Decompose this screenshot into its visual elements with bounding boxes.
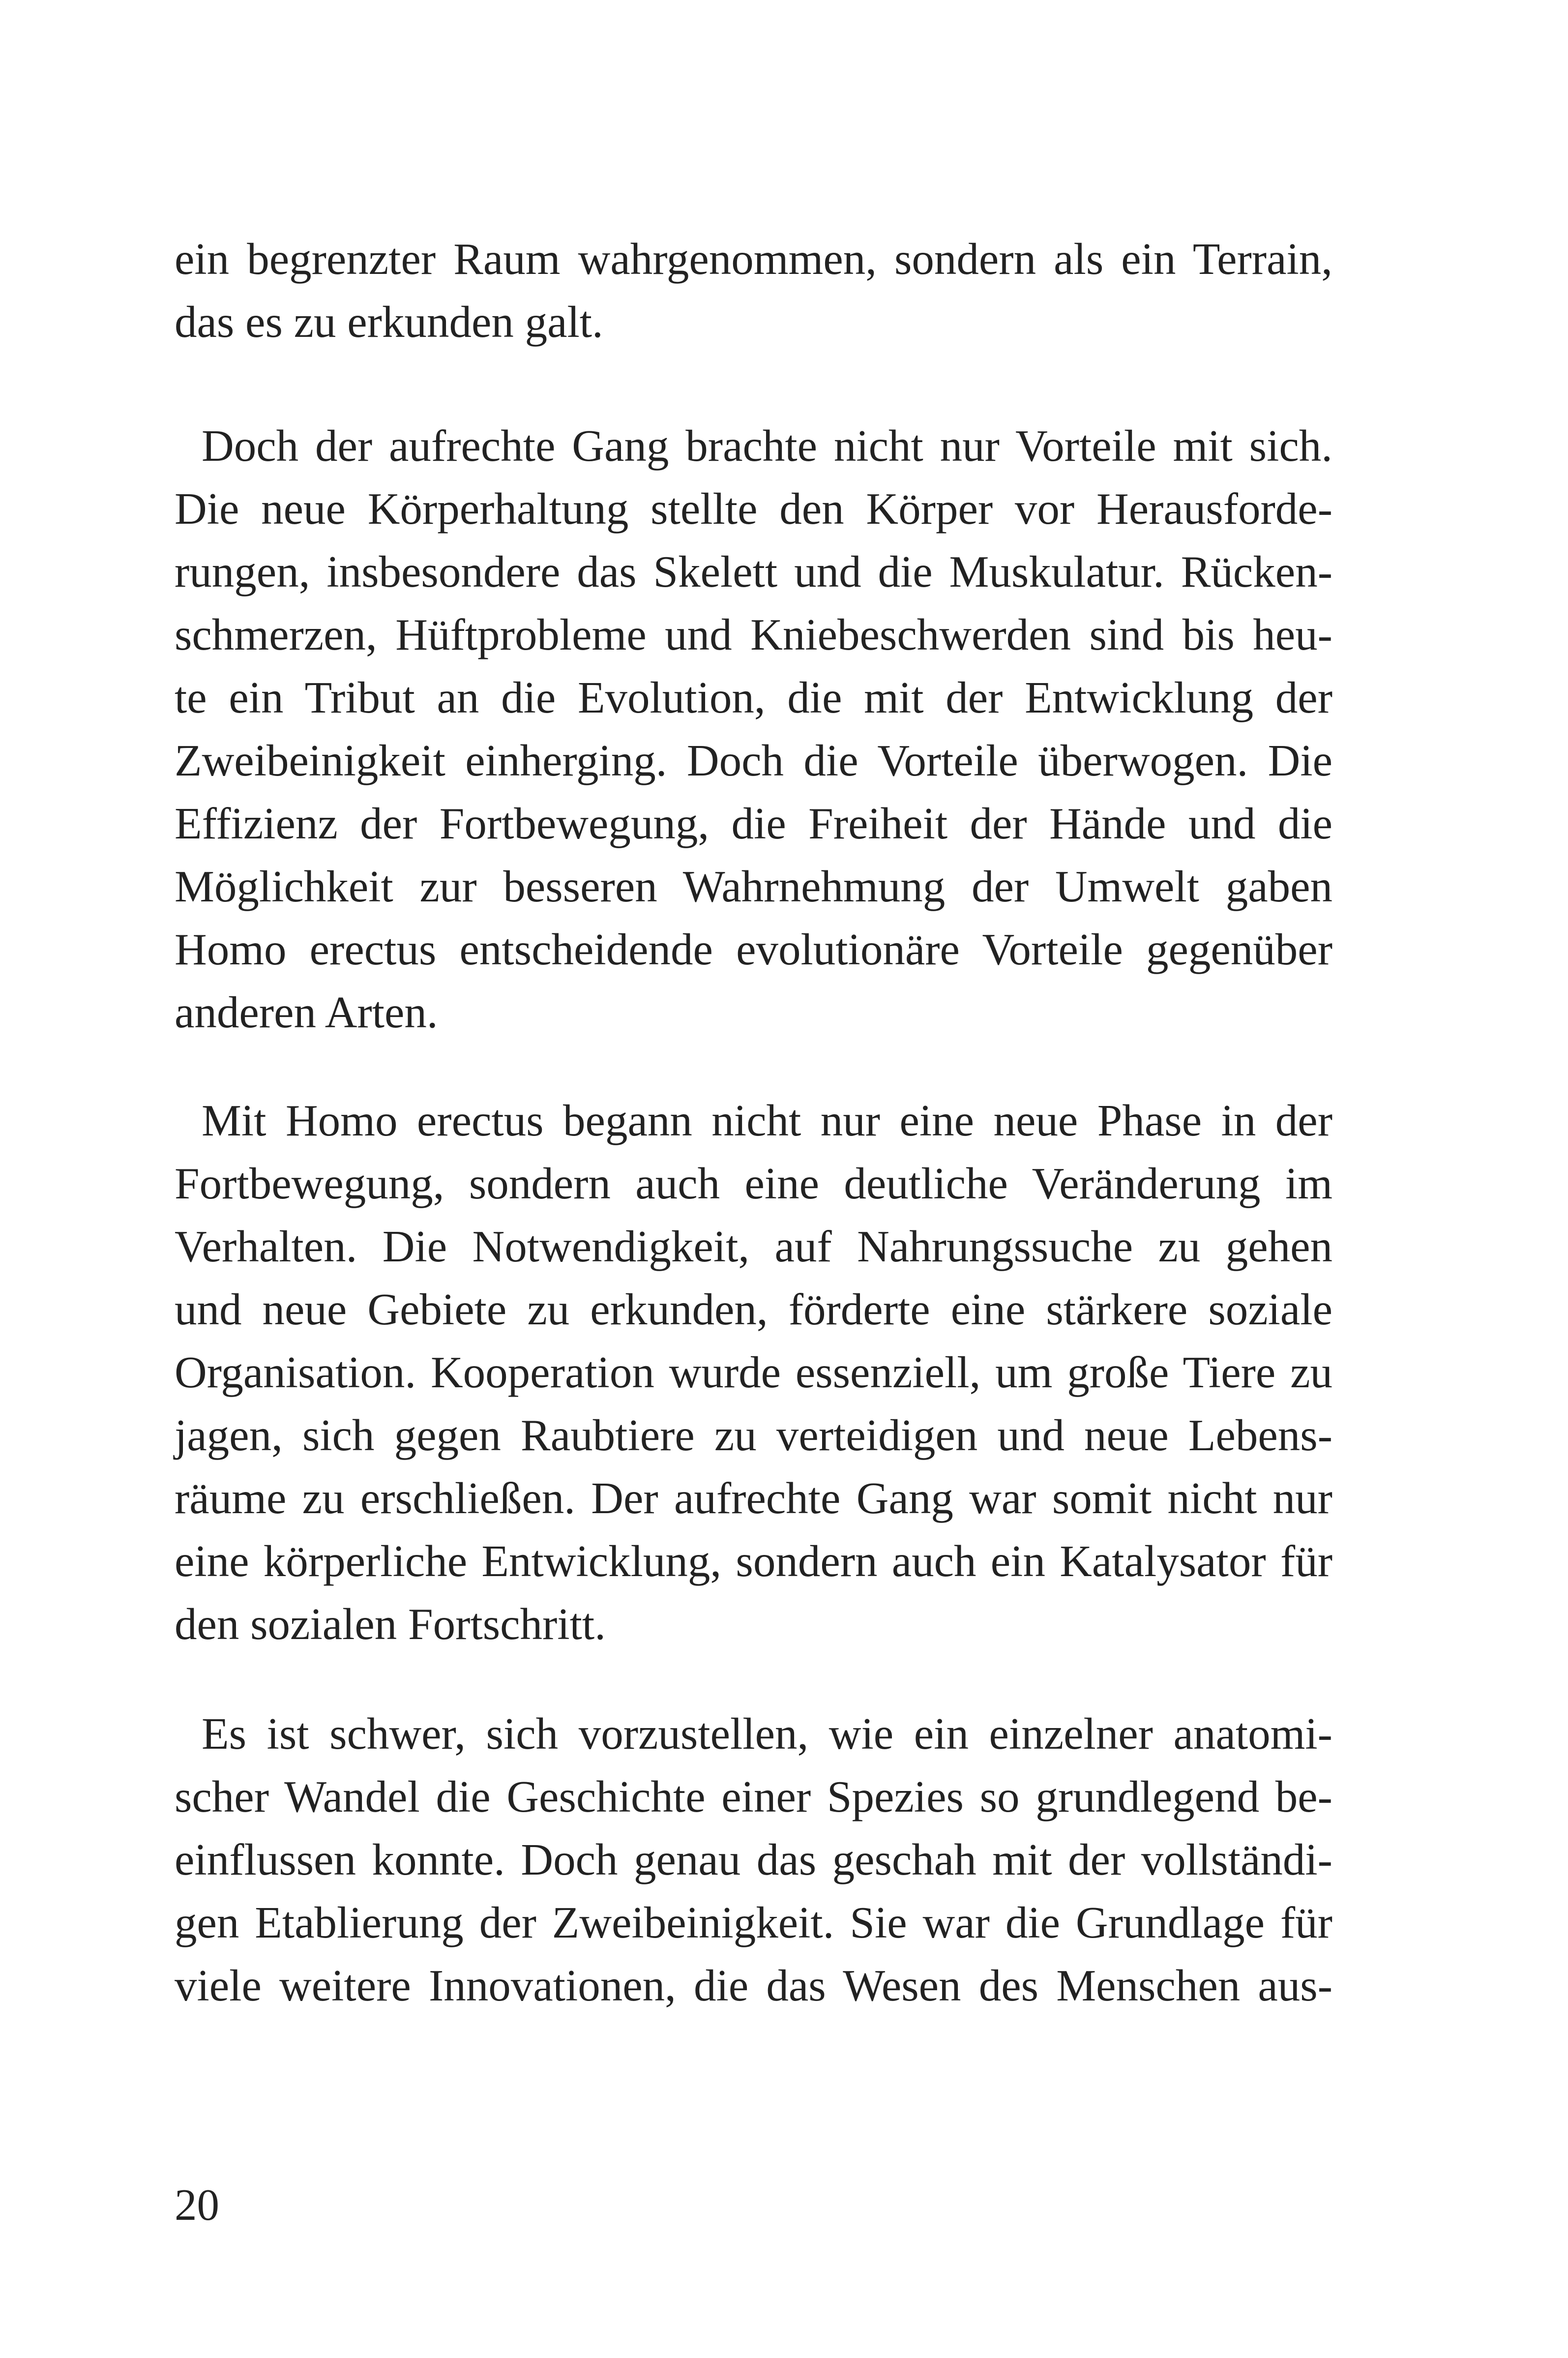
text-line: Zweibeinigkeit einherging. Doch die Vorteile überwogen. Die — [175, 736, 1332, 785]
text-line: rungen, insbesondere das Skelett und die Muskulatur. Rücken- — [175, 547, 1332, 597]
text-line: Homo erectus entscheidende evolutionäre Vorteile gegenüber — [175, 925, 1332, 974]
text-line: Verhalten. Die Notwendigkeit, auf Nahrungssuche zu gehen — [175, 1222, 1332, 1271]
text-line: den sozialen Fortschritt. — [175, 1599, 606, 1649]
paragraph-2 — [175, 415, 1332, 1044]
text-line: einflussen konnte. Doch genau das geschah mit der vollständi- — [175, 1835, 1332, 1884]
text-line: Die neue Körperhaltung stellte den Körper vor Herausforde- — [175, 484, 1332, 534]
text-line: ein begrenzter Raum wahrgenommen, sondern als ein Terrain, — [175, 234, 1332, 284]
text-line: Es ist schwer, sich vorzustellen, wie ein einzelner anatomi- — [202, 1709, 1332, 1759]
text-line: te ein Tribut an die Evolution, die mit der Entwicklung der — [175, 673, 1332, 722]
text-line: anderen Arten. — [175, 987, 438, 1037]
paragraph-4 — [175, 1702, 1332, 2017]
text-line: und neue Gebiete zu erkunden, förderte eine stärkere soziale — [175, 1284, 1332, 1334]
text-line: jagen, sich gegen Raubtiere zu verteidigen und neue Lebens- — [175, 1410, 1332, 1460]
page-number: 20 — [175, 2180, 219, 2230]
text-line: gen Etablierung der Zweibeinigkeit. Sie war die Grundlage für — [175, 1898, 1332, 1947]
text-line: Fortbewegung, sondern auch eine deutliche Veränderung im — [175, 1159, 1332, 1208]
paragraph-1 — [175, 228, 1332, 354]
text-line: viele weitere Innovationen, die das Wesen des Menschen aus- — [175, 1961, 1332, 2010]
text-line: scher Wandel die Geschichte einer Spezies so grundlegend be- — [175, 1772, 1332, 1821]
text-line: Mit Homo erectus begann nicht nur eine neue Phase in der — [202, 1096, 1332, 1145]
text-line: Doch der aufrechte Gang brachte nicht nur Vorteile mit sich. — [202, 421, 1332, 471]
text-line: räume zu erschließen. Der aufrechte Gang war somit nicht nur — [175, 1473, 1332, 1523]
text-line: Organisation. Kooperation wurde essenziell, um große Tiere zu — [175, 1347, 1332, 1397]
text-line: eine körperliche Entwicklung, sondern auch ein Katalysator für — [175, 1536, 1332, 1586]
text-line: Effizienz der Fortbewegung, die Freiheit der Hände und die — [175, 799, 1332, 848]
text-line: das es zu erkunden galt. — [175, 297, 603, 347]
paragraph-3 — [175, 1089, 1332, 1656]
text-line: Möglichkeit zur besseren Wahrnehmung der Umwelt gaben — [175, 862, 1332, 911]
text-line: schmerzen, Hüftprobleme und Kniebeschwerden sind bis heu- — [175, 610, 1332, 659]
